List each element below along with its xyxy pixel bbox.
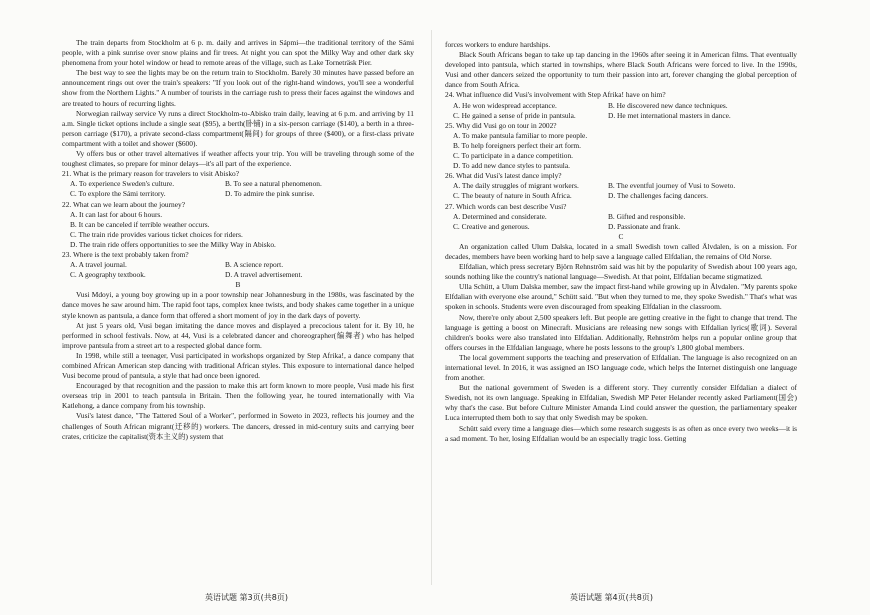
answer-option: D. A travel advertisement. [225, 270, 303, 280]
question-block [445, 121, 797, 171]
answer-option: D. Passionate and frank. [608, 221, 681, 231]
answer-option: B. He discovered new dance techniques. [608, 100, 728, 110]
answer-option: D. He met international masters in dance. [608, 110, 731, 120]
paragraph: Vusi's latest dance, "The Tattered Soul of a Worker", performed in Soweto in 2023, reflects his journey and the challenges of South African migrant(迁移的) workers. The dancers, dressed in mid-century suits and carrying beer crates, criticize the capitalist(资本主义的) system that [62, 411, 414, 441]
answer-option: B. Gifted and responsible. [608, 211, 686, 221]
question-block [445, 90, 797, 120]
paragraph: Norwegian railway service Vy runs a direct Stockholm-to-Abisko train daily, leaving at 6 p.m. and arriving by 11 a.m. Single ticket options include a single seat ($95), a berth(卧铺) in a six-person carriage ($140), a berth in a three-person carriage ($170), a private second-class compartment(隔间) for groups of three ($400), or a first-class private compartment with a toilet and shower ($600). [62, 108, 414, 148]
paragraph: Vusi Mdoyi, a young boy growing up in a poor township near Johannesburg in the 1980s, was fascinated by the dance moves he saw around him. The rapid foot taps, complex knee twists, and body shakes came together in a unique style known as pantsula, a dance form that offered a short moment of joy in the dark days of poverty. [62, 290, 414, 320]
answer-option: B. It can be canceled if terrible weather occurs. [70, 219, 210, 229]
answer-option: C. The train ride provides various ticket choices for riders. [70, 229, 243, 239]
paragraph: forces workers to endure hardships. [445, 40, 551, 49]
section-b-letter: B [235, 280, 241, 290]
answer-option: D. To add new dance styles to pantsula. [453, 161, 570, 171]
page-footer-right: 英语试题 第4页(共8页) [570, 593, 653, 602]
answer-option: C. To explore the Sámi territory. [70, 189, 166, 199]
answer-option: B. A science report. [225, 260, 284, 270]
question-stem: 22. What can we learn about the journey? [62, 199, 185, 209]
answer-option: D. The train ride offers opportunities to see the Milky Way in Abisko. [70, 239, 276, 249]
answer-option: A. It can last for about 6 hours. [70, 209, 163, 219]
paragraph: Black South Africans began to take up tap dancing in the 1960s after seeing it in American films. That eventually developed into pantsula, which started in townships, where Black South Africans were forced to live. In the 1990s, Vusi and other dancers seized the opportunity to turn their passion into art, forever changing the global perception of dance from South Africa. [445, 50, 797, 90]
question-options [62, 260, 414, 280]
paragraph: The local government supports the teaching and preservation of Elfdalian. The language is also recognized on an international level. In 2016, it was assigned an ISO language code, which helps the Internet distinguish one language from another. [445, 352, 797, 383]
questions-21-23 [62, 169, 414, 280]
paragraph: Ulla Schütt, a Ulum Dalska member, saw the impact first-hand while growing up in Älvdalen. "My parents spoke Elfdalian with everyone else around," Schütt said. "But when they turned to me, they spoke Swedish." That's what was spoken in schools. Students were even discouraged from speaking Elfdalian in the classroom. [445, 282, 797, 312]
passage-b-continued [445, 40, 797, 90]
section-c-letter: C [618, 231, 624, 241]
question-stem: 23. Where is the text probably taken from? [62, 249, 189, 259]
questions-24-27 [445, 90, 797, 231]
paragraph: The train departs from Stockholm at 6 p. m. daily and arrives in Sápmi—the traditional territory of the Sámi people, with a pink sunrise over snow plains and fir trees. At night you can spot the Milky Way and other dark sky phenomena from your hotel window or head to remote areas of the village, such as Lake Torneträsk Pier. [62, 38, 414, 68]
answer-option: B. To help foreigners perfect their art form. [453, 140, 582, 150]
answer-option: A. A travel journal. [70, 260, 127, 270]
answer-option: A. To experience Sweden's culture. [70, 179, 175, 189]
paragraph: Elfdalian, which press secretary Björn Rehnström said was hit by the popularity of Swedish about 100 years ago, sounds nothing like the country's national language—Swedish. At that point, Elfdalian became stigmatized. [445, 262, 797, 282]
question-stem: 24. What influence did Vusi's involvement with Step Afrika! have on him? [445, 90, 666, 100]
question-block [62, 250, 414, 280]
page-footer-left: 英语试题 第3页(共8页) [205, 593, 288, 602]
answer-option: C. To participate in a dance competition. [453, 151, 574, 161]
paragraph: But the national government of Sweden is a different story. They currently consider Elfdalian a dialect of Swedish, not its own language. Speaking in Elfdalian, Swedish MP Peter Helander recently asked Parliament(国会) why that's the case. But before Culture Minister Amanda Lind could answer the question, the parliamentary speaker Luca interrupted them both to say that only Swedish may be spoken. [445, 383, 797, 423]
question-stem: 21. What is the primary reason for travelers to visit Abisko? [62, 169, 239, 179]
question-block [62, 169, 414, 199]
question-options [445, 181, 797, 201]
left-page-column [62, 38, 414, 442]
paragraph: An organization called Ulum Dalska, located in a small Swedish town called Älvdalen, is on a mission. For decades, members have been working hard to help save a language called Elfdalian, the remains of Old Norse. [445, 241, 797, 261]
paragraph: Vy offers bus or other travel alternatives if weather affects your trip. You will be traveling through some of the toughest climates, so prepare for minor delays—it's all part of the experience. [62, 149, 414, 169]
answer-option: A. To make pantsula familiar to more people. [453, 130, 588, 140]
right-page-column [445, 40, 797, 444]
answer-option: A. Determined and considerate. [453, 211, 547, 221]
paragraph: The best way to see the lights may be on the return train to Stockholm. Barely 30 minutes have passed before an announcement rings out over the train's speakers: "If you look out of the right-hand windows, you'll see a wonderful show from the Northern Lights." A number of tourists in the carriage rush to press their faces against the windows and are treated to hours of recurring lights. [62, 68, 414, 108]
paragraph: Schütt said every time a language dies—which some research suggests is as often as once every two weeks—it is a sad moment. To her, losing Elfdalian would be an especially tragic loss. Getting [445, 423, 797, 443]
paragraph: Encouraged by that recognition and the passion to make this art form known to more people, Vusi made his first overseas trip in 2001 to teach pantsula in Britain. Then the following year, he toured internationally with Via Katlehong, a dance company from his township. [62, 381, 414, 411]
question-options [445, 101, 797, 121]
answer-option: C. The beauty of nature in South Africa. [453, 191, 572, 201]
question-stem: 26. What did Vusi's latest dance imply? [445, 171, 562, 181]
answer-option: D. The challenges facing dancers. [608, 191, 709, 201]
answer-option: B. To see a natural phenomenon. [225, 179, 322, 189]
passage-a [62, 38, 414, 169]
passage-b [62, 290, 414, 441]
question-stem: 25. Why did Vusi go on tour in 2002? [445, 120, 557, 130]
passage-c [445, 242, 797, 444]
page-fold-divider [431, 30, 432, 585]
answer-option: C. Creative and generous. [453, 221, 530, 231]
question-options [445, 212, 797, 232]
answer-option: B. The eventful journey of Vusi to Soweto. [608, 181, 736, 191]
answer-option: C. He gained a sense of pride in pantsula. [453, 110, 576, 120]
question-options [62, 179, 414, 199]
question-block [445, 202, 797, 232]
question-stem: 27. Which words can best describe Vusi? [445, 201, 567, 211]
paragraph: In 1998, while still a teenager, Vusi participated in workshops organized by Step Afrika!, a dance company that combined African American step dancing with traditional African styles. This exposure to international dance helped Vusi become proud of pantsula, a style that had once been ignored. [62, 350, 414, 381]
answer-option: D. To admire the pink sunrise. [225, 189, 315, 199]
paragraph: At just 5 years old, Vusi began imitating the dance moves and displayed a precocious talent for it. By 10, he performed in school festivals. Now, at 44, Vusi is a celebrated dancer and choreographer(编舞者) who has helped improve pantsula from a street art to a respected global dance form. [62, 320, 414, 350]
answer-option: A. He won widespread acceptance. [453, 100, 557, 110]
answer-option: A. The daily struggles of migrant workers. [453, 181, 579, 191]
question-block [62, 200, 414, 250]
paragraph: Now, there're only about 2,500 speakers left. But people are getting creative in the fight to change that trend. The language is getting a boost on Minecraft. Musicians are releasing new songs with Elfdalian lyrics(歌词). Several children's books were also translated into Elfdalian. Additionally, Rehnström helps run a popular online group that offers courses in the Elfdalian language, where he posts lessons to the group's 1,800 global members. [445, 312, 797, 352]
answer-option: C. A geography textbook. [70, 270, 146, 280]
question-block [445, 171, 797, 201]
